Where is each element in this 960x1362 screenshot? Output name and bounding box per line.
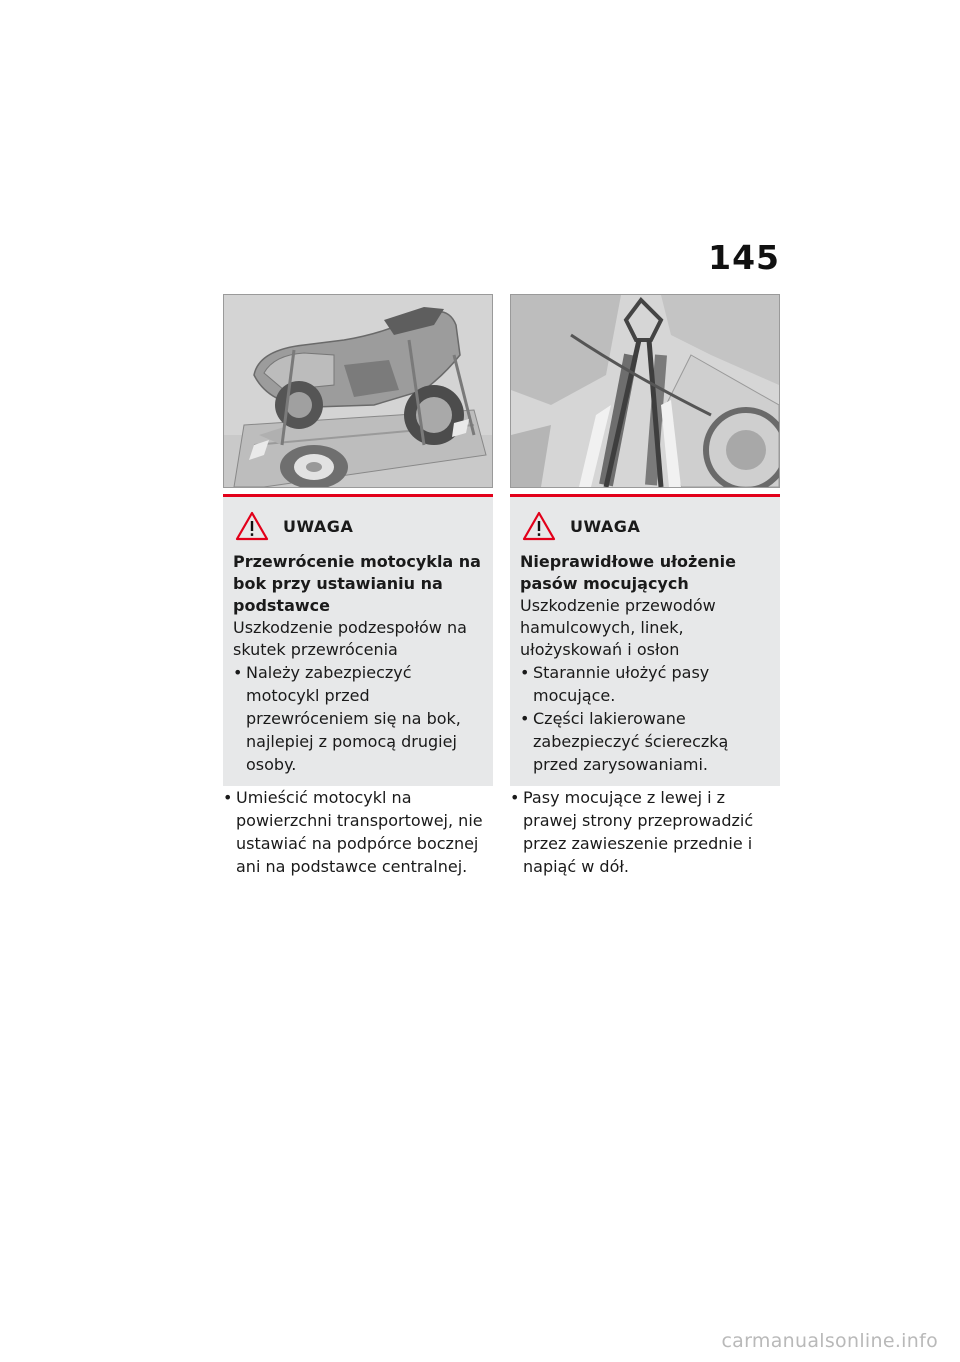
warning-triangle-icon [235, 511, 269, 541]
motorcycle-on-trailer-photo [223, 294, 493, 488]
left-column [223, 294, 493, 878]
step-item: • Umieścić motocykl na powierzchni transportowej, nie ustawiać na podpórce bocznej ani na podstawce centralnej. [223, 786, 493, 878]
warning-label: UWAGA [570, 516, 641, 536]
strap-fork-photo [510, 294, 780, 488]
fork-strap-illustration [511, 295, 779, 487]
right-column [510, 294, 780, 878]
warning-bullet-list [520, 661, 770, 776]
warning-header [233, 509, 483, 543]
step-list [223, 786, 493, 878]
warning-title: Nieprawidłowe ułożenie pasów mocujących [520, 552, 736, 593]
watermark-text: carmanualsonline.info [721, 1330, 938, 1352]
warning-bullet-list [233, 661, 483, 776]
warning-label: UWAGA [283, 516, 354, 536]
warning-bullet: • Starannie ułożyć pasy mocujące. [520, 661, 770, 707]
warning-box [510, 494, 780, 786]
warning-description: Uszkodzenie przewodów hamulcowych, linek, ułożyskowań i osłon [520, 596, 716, 659]
warning-box [223, 494, 493, 786]
motorcycle-trailer-illustration [224, 295, 492, 487]
warning-header [520, 509, 770, 543]
warning-bullet: • Należy zabezpieczyć motocykl przed przewróceniem się na bok, najlepiej z pomocą drugiej osoby. [233, 661, 483, 776]
warning-triangle-icon [522, 511, 556, 541]
step-list [510, 786, 780, 878]
step-item: • Pasy mocujące z lewej i z prawej strony przeprowadzić przez zawieszenie przednie i napiąć w dół. [510, 786, 780, 878]
page-number: 145 [708, 238, 780, 277]
warning-title: Przewrócenie motocykla na bok przy ustawianiu na podstawce [233, 552, 481, 615]
warning-bullet: • Części lakierowane zabezpieczyć ściereczką przed zarysowaniami. [520, 707, 770, 776]
warning-description: Uszkodzenie podzespołów na skutek przewrócenia [233, 618, 467, 659]
